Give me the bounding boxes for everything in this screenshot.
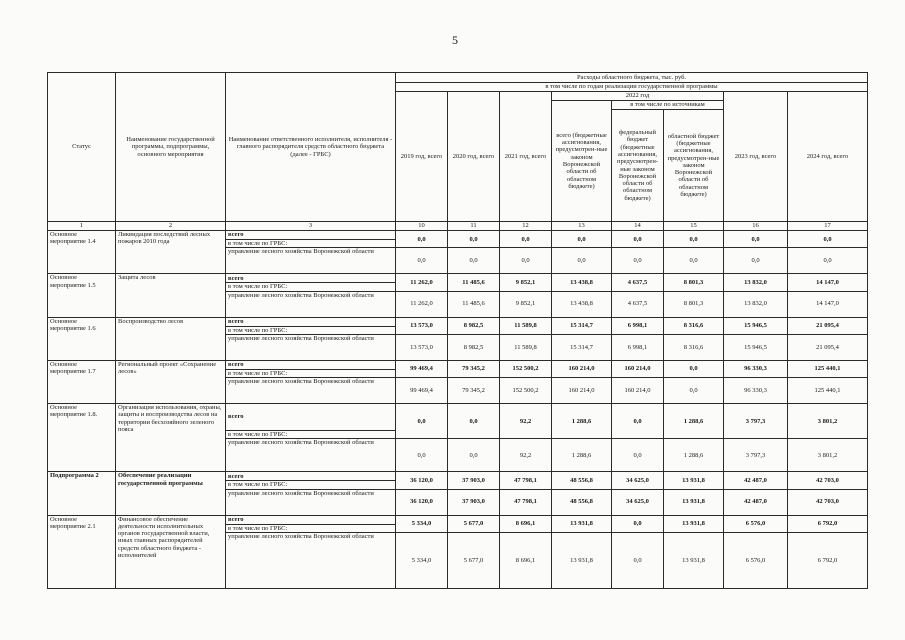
- total-value: 0,0: [612, 404, 664, 439]
- grbs-value: 42 703,0: [788, 489, 868, 515]
- grbs-value: 160 214,0: [552, 378, 612, 404]
- row-status: Основное мероприятие 1.6: [48, 317, 116, 360]
- grbs-label: управление лесного хозяйства Воронежской области: [226, 378, 396, 404]
- grbs-value: 13 573,0: [396, 334, 448, 360]
- row-name: Защита лесов: [116, 274, 226, 317]
- grbs-value: 8 316,6: [664, 334, 724, 360]
- total-value: 0,0: [396, 231, 448, 248]
- total-value: 11 485,6: [448, 274, 500, 291]
- grbs-value: 0,0: [612, 532, 664, 588]
- total-value: 13 573,0: [396, 317, 448, 334]
- grbs-value: 0,0: [448, 248, 500, 274]
- grbs-value: 0,0: [396, 248, 448, 274]
- column-number: 14: [612, 222, 664, 231]
- total-value: 36 120,0: [396, 472, 448, 489]
- row-name: Обеспечение реализации государственной программы: [116, 472, 226, 515]
- total-label: всего: [226, 274, 396, 283]
- grbs-value: 13 832,0: [724, 291, 788, 317]
- grbs-value: 8 982,5: [448, 334, 500, 360]
- total-value: 1 288,6: [664, 404, 724, 439]
- header-executor: Наименование ответственного исполнителя, исполнителя - главного распорядителя средств областного бюджета (далее - ГРБС): [226, 73, 396, 222]
- total-value: 13 832,0: [724, 274, 788, 291]
- grbs-value: 14 147,0: [788, 291, 868, 317]
- grbs-value: 1 288,6: [552, 439, 612, 472]
- total-value: 48 556,8: [552, 472, 612, 489]
- including-label: в том числе по ГРБС:: [226, 283, 396, 291]
- column-number: 13: [552, 222, 612, 231]
- total-value: 160 214,0: [612, 360, 664, 377]
- total-value: 6 998,1: [612, 317, 664, 334]
- grbs-value: 15 314,7: [552, 334, 612, 360]
- row-status: Основное мероприятие 1.4: [48, 231, 116, 274]
- grbs-value: 96 330,3: [724, 378, 788, 404]
- total-label: всего: [226, 515, 396, 524]
- grbs-value: 13 931,8: [664, 489, 724, 515]
- grbs-value: 6 576,0: [724, 532, 788, 588]
- total-value: 13 438,8: [552, 274, 612, 291]
- total-label: всего: [226, 231, 396, 240]
- grbs-value: 11 485,6: [448, 291, 500, 317]
- total-value: 0,0: [664, 231, 724, 248]
- grbs-value: 0,0: [664, 378, 724, 404]
- grbs-value: 0,0: [612, 248, 664, 274]
- total-value: 5 334,0: [396, 515, 448, 532]
- header-2019: 2019 год, всего: [396, 92, 448, 222]
- row-status: Основное мероприятие 1.8.: [48, 404, 116, 472]
- total-value: 21 095,4: [788, 317, 868, 334]
- grbs-value: 21 095,4: [788, 334, 868, 360]
- row-name: Ликвидация последствий лесных пожаров 2010 года: [116, 231, 226, 274]
- total-value: 11 589,8: [500, 317, 552, 334]
- including-label: в том числе по ГРБС:: [226, 240, 396, 248]
- total-value: 0,0: [612, 231, 664, 248]
- grbs-value: 0,0: [448, 439, 500, 472]
- grbs-value: 8 696,1: [500, 532, 552, 588]
- grbs-value: 6 998,1: [612, 334, 664, 360]
- grbs-value: 160 214,0: [612, 378, 664, 404]
- column-number: 16: [724, 222, 788, 231]
- grbs-value: 13 931,8: [552, 532, 612, 588]
- table-row: [48, 231, 868, 240]
- row-name: Финансовое обеспечение деятельности исполнительных органов государственной власти, иных главных распорядителей средств областного бюджета - исполнителей: [116, 515, 226, 588]
- grbs-value: 5 334,0: [396, 532, 448, 588]
- total-value: 96 330,3: [724, 360, 788, 377]
- grbs-label: управление лесного хозяйства Воронежской области: [226, 291, 396, 317]
- total-value: 0,0: [448, 231, 500, 248]
- total-value: 79 345,2: [448, 360, 500, 377]
- total-value: 42 703,0: [788, 472, 868, 489]
- page-number: 5: [452, 33, 458, 47]
- total-value: 0,0: [552, 231, 612, 248]
- total-value: 13 931,8: [664, 472, 724, 489]
- total-value: 15 314,7: [552, 317, 612, 334]
- total-value: 13 931,8: [552, 515, 612, 532]
- total-value: 99 469,4: [396, 360, 448, 377]
- table-row: [48, 274, 868, 283]
- header-2023: 2023 год, всего: [724, 92, 788, 222]
- grbs-value: 99 469,4: [396, 378, 448, 404]
- grbs-value: 15 946,5: [724, 334, 788, 360]
- column-number: 12: [500, 222, 552, 231]
- grbs-value: 8 801,3: [664, 291, 724, 317]
- grbs-label: управление лесного хозяйства Воронежской области: [226, 334, 396, 360]
- header-by-years: в том числе по годам реализации государственной программы: [396, 83, 868, 92]
- table-row: [48, 515, 868, 524]
- total-label: всего: [226, 317, 396, 326]
- column-number: 3: [226, 222, 396, 231]
- grbs-value: 13 931,8: [664, 532, 724, 588]
- total-value: 0,0: [724, 231, 788, 248]
- header-2022: 2022 год: [552, 92, 724, 101]
- total-value: 6 792,0: [788, 515, 868, 532]
- grbs-value: 42 487,0: [724, 489, 788, 515]
- including-label: в том числе по ГРБС:: [226, 481, 396, 489]
- grbs-value: 0,0: [396, 439, 448, 472]
- row-status: Основное мероприятие 1.7: [48, 360, 116, 403]
- header-2020: 2020 год, всего: [448, 92, 500, 222]
- grbs-value: 11 589,8: [500, 334, 552, 360]
- total-value: 160 214,0: [552, 360, 612, 377]
- grbs-value: 125 440,1: [788, 378, 868, 404]
- row-status: Подпрограмма 2: [48, 472, 116, 515]
- header-by-sources: в том числе по источникам: [612, 101, 724, 110]
- grbs-value: 5 677,0: [448, 532, 500, 588]
- grbs-value: 0,0: [612, 439, 664, 472]
- total-value: 125 440,1: [788, 360, 868, 377]
- grbs-value: 3 801,2: [788, 439, 868, 472]
- total-label: всего: [226, 360, 396, 369]
- total-value: 5 677,0: [448, 515, 500, 532]
- row-status: Основное мероприятие 1.5: [48, 274, 116, 317]
- header-expenses: Расходы областного бюджета, тыс. руб.: [396, 73, 868, 83]
- total-value: 14 147,0: [788, 274, 868, 291]
- row-name: Организация использования, охраны, защиты и воспроизводства лесов на территории бесхозяйного зеленого пояса: [116, 404, 226, 472]
- grbs-value: 9 852,1: [500, 291, 552, 317]
- grbs-label: управление лесного хозяйства Воронежской области: [226, 489, 396, 515]
- grbs-value: 34 625,0: [612, 489, 664, 515]
- header-2022-regional: областной бюджет (бюджетные ассигнования, предусмотрен-ные законом Воронежской области об областном бюджете): [664, 110, 724, 222]
- total-value: 3 801,2: [788, 404, 868, 439]
- row-name: Региональный проект «Сохранение лесов»: [116, 360, 226, 403]
- grbs-value: 0,0: [552, 248, 612, 274]
- total-value: 13 931,8: [664, 515, 724, 532]
- grbs-value: 79 345,2: [448, 378, 500, 404]
- table-row: [48, 404, 868, 431]
- grbs-value: 0,0: [664, 248, 724, 274]
- total-value: 0,0: [664, 360, 724, 377]
- total-value: 37 903,0: [448, 472, 500, 489]
- header-2022-total: всего (бюджетные ассигнования, предусмотрен-ные законом Воронежской области об областном бюджете): [552, 101, 612, 222]
- header-2021: 2021 год, всего: [500, 92, 552, 222]
- including-label: в том числе по ГРБС:: [226, 524, 396, 532]
- total-value: 42 487,0: [724, 472, 788, 489]
- grbs-label: управление лесного хозяйства Воронежской области: [226, 439, 396, 472]
- total-value: 8 801,3: [664, 274, 724, 291]
- table-row: [48, 472, 868, 481]
- grbs-value: 47 798,1: [500, 489, 552, 515]
- grbs-value: 0,0: [500, 248, 552, 274]
- grbs-value: 13 438,8: [552, 291, 612, 317]
- grbs-value: 92,2: [500, 439, 552, 472]
- total-value: 8 982,5: [448, 317, 500, 334]
- table-row: [48, 317, 868, 326]
- grbs-label: управление лесного хозяйства Воронежской области: [226, 248, 396, 274]
- total-value: 3 797,3: [724, 404, 788, 439]
- total-value: 47 798,1: [500, 472, 552, 489]
- total-value: 9 852,1: [500, 274, 552, 291]
- budget-table: [47, 72, 868, 589]
- grbs-value: 0,0: [788, 248, 868, 274]
- total-value: 0,0: [612, 515, 664, 532]
- column-number: 2: [116, 222, 226, 231]
- total-value: 11 262,0: [396, 274, 448, 291]
- grbs-value: 1 288,6: [664, 439, 724, 472]
- total-label: всего: [226, 404, 396, 431]
- total-value: 0,0: [500, 231, 552, 248]
- total-value: 6 576,0: [724, 515, 788, 532]
- grbs-value: 3 797,3: [724, 439, 788, 472]
- grbs-label: управление лесного хозяйства Воронежской области: [226, 532, 396, 588]
- grbs-value: 152 500,2: [500, 378, 552, 404]
- table-row: [48, 360, 868, 369]
- grbs-value: 4 637,5: [612, 291, 664, 317]
- total-value: 0,0: [396, 404, 448, 439]
- column-number: 10: [396, 222, 448, 231]
- column-number: 17: [788, 222, 868, 231]
- including-label: в том числе по ГРБС:: [226, 369, 396, 377]
- grbs-value: 6 792,0: [788, 532, 868, 588]
- total-value: 1 288,6: [552, 404, 612, 439]
- header-status: Статус: [48, 73, 116, 222]
- grbs-value: 0,0: [724, 248, 788, 274]
- header-2022-federal: федеральный бюджет (бюджетные ассигнования, предусмотрен-ные законом Воронежской области об областном бюджете): [612, 110, 664, 222]
- total-value: 4 637,5: [612, 274, 664, 291]
- including-label: в том числе по ГРБС:: [226, 326, 396, 334]
- total-value: 15 946,5: [724, 317, 788, 334]
- total-value: 34 625,0: [612, 472, 664, 489]
- column-numbers-row: [48, 222, 868, 231]
- total-value: 92,2: [500, 404, 552, 439]
- total-value: 8 696,1: [500, 515, 552, 532]
- total-value: 0,0: [448, 404, 500, 439]
- column-number: 1: [48, 222, 116, 231]
- grbs-value: 36 120,0: [396, 489, 448, 515]
- column-number: 11: [448, 222, 500, 231]
- grbs-value: 37 903,0: [448, 489, 500, 515]
- grbs-value: 11 262,0: [396, 291, 448, 317]
- total-value: 8 316,6: [664, 317, 724, 334]
- row-status: Основное мероприятие 2.1: [48, 515, 116, 588]
- including-label: в том числе по ГРБС:: [226, 431, 396, 439]
- header-2024: 2024 год, всего: [788, 92, 868, 222]
- column-number: 15: [664, 222, 724, 231]
- grbs-value: 48 556,8: [552, 489, 612, 515]
- total-label: всего: [226, 472, 396, 481]
- total-value: 152 500,2: [500, 360, 552, 377]
- row-name: Воспроизводство лесов: [116, 317, 226, 360]
- header-name: Наименование государственной программы, подпрограммы, основного мероприятия: [116, 73, 226, 222]
- total-value: 0,0: [788, 231, 868, 248]
